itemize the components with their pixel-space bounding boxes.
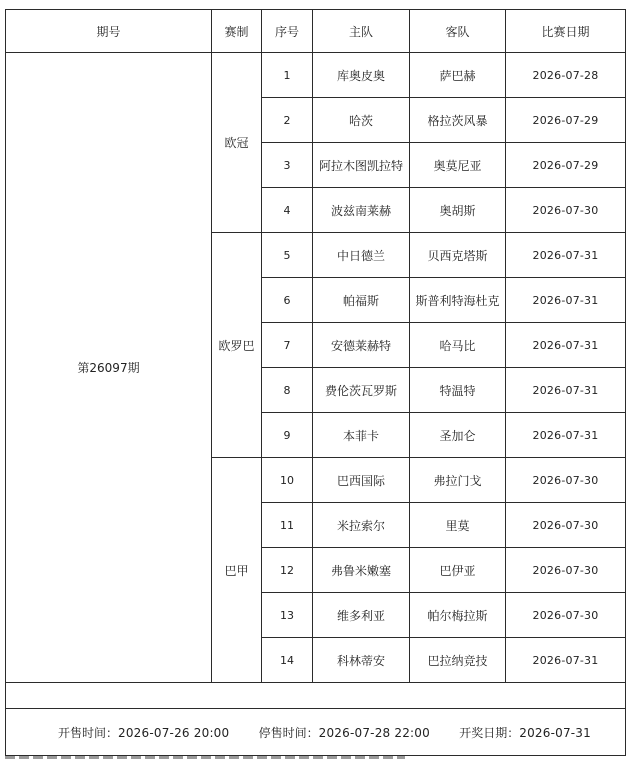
home-team-cell: 费伦茨瓦罗斯 (313, 368, 410, 413)
competition-cell: 巴甲 (212, 458, 262, 683)
seq-cell: 1 (262, 53, 313, 98)
home-team-cell: 哈茨 (313, 98, 410, 143)
header-type: 赛制 (212, 10, 262, 53)
seq-cell: 10 (262, 458, 313, 503)
header-date: 比赛日期 (506, 10, 626, 53)
seq-cell: 3 (262, 143, 313, 188)
header-period: 期号 (6, 10, 212, 53)
footer-row (6, 709, 626, 756)
match-date-cell: 2026-07-30 (506, 503, 626, 548)
seq-cell: 13 (262, 593, 313, 638)
match-date-cell: 2026-07-30 (506, 188, 626, 233)
home-team-cell: 科林蒂安 (313, 638, 410, 683)
draw-date-info (459, 724, 591, 741)
seq-cell: 12 (262, 548, 313, 593)
away-team-cell: 帕尔梅拉斯 (410, 593, 506, 638)
draw-date-label: 开奖日期： (459, 725, 520, 740)
seq-cell: 5 (262, 233, 313, 278)
away-team-cell: 哈马比 (410, 323, 506, 368)
home-team-cell: 波兹南莱赫 (313, 188, 410, 233)
away-team-cell: 特温特 (410, 368, 506, 413)
sale-open-value: 2026-07-26 20:00 (118, 725, 230, 740)
sale-close-info (259, 724, 430, 741)
footer-cell (6, 709, 626, 756)
sale-open-label: 开售时间： (58, 725, 119, 740)
seq-cell: 4 (262, 188, 313, 233)
seq-cell: 8 (262, 368, 313, 413)
seq-cell: 11 (262, 503, 313, 548)
sale-close-label: 停售时间： (258, 725, 319, 740)
match-date-cell: 2026-07-29 (506, 143, 626, 188)
away-team-cell: 奥胡斯 (410, 188, 506, 233)
home-team-cell: 维多利亚 (313, 593, 410, 638)
match-row (6, 53, 626, 98)
spacer-row (6, 683, 626, 709)
away-team-cell: 圣加仑 (410, 413, 506, 458)
home-team-cell: 安德莱赫特 (313, 323, 410, 368)
header-away: 客队 (410, 10, 506, 53)
away-team-cell: 巴拉纳竞技 (410, 638, 506, 683)
match-date-cell: 2026-07-30 (506, 458, 626, 503)
draw-date-value: 2026-07-31 (519, 725, 591, 740)
away-team-cell: 格拉茨风暴 (410, 98, 506, 143)
period-cell: 第26097期 (6, 53, 212, 683)
home-team-cell: 阿拉木图凯拉特 (313, 143, 410, 188)
match-date-cell: 2026-07-31 (506, 233, 626, 278)
match-date-cell: 2026-07-29 (506, 98, 626, 143)
header-seq: 序号 (262, 10, 313, 53)
seq-cell: 7 (262, 323, 313, 368)
match-date-cell: 2026-07-31 (506, 368, 626, 413)
home-team-cell: 本菲卡 (313, 413, 410, 458)
seq-cell: 2 (262, 98, 313, 143)
home-team-cell: 库奥皮奥 (313, 53, 410, 98)
header-home: 主队 (313, 10, 410, 53)
away-team-cell: 贝西克塔斯 (410, 233, 506, 278)
match-date-cell: 2026-07-31 (506, 323, 626, 368)
away-team-cell: 萨巴赫 (410, 53, 506, 98)
match-date-cell: 2026-07-30 (506, 548, 626, 593)
competition-cell: 欧罗巴 (212, 233, 262, 458)
away-team-cell: 里莫 (410, 503, 506, 548)
seq-cell: 6 (262, 278, 313, 323)
match-date-cell: 2026-07-28 (506, 53, 626, 98)
match-date-cell: 2026-07-31 (506, 638, 626, 683)
seq-cell: 14 (262, 638, 313, 683)
schedule-table (5, 9, 626, 756)
competition-cell: 欧冠 (212, 53, 262, 233)
match-date-cell: 2026-07-31 (506, 413, 626, 458)
seq-cell: 9 (262, 413, 313, 458)
away-team-cell: 奥莫尼亚 (410, 143, 506, 188)
away-team-cell: 巴伊亚 (410, 548, 506, 593)
home-team-cell: 巴西国际 (313, 458, 410, 503)
away-team-cell: 斯普利特海杜克 (410, 278, 506, 323)
away-team-cell: 弗拉门戈 (410, 458, 506, 503)
home-team-cell: 中日德兰 (313, 233, 410, 278)
match-date-cell: 2026-07-31 (506, 278, 626, 323)
spacer-cell (6, 683, 626, 709)
sale-open-info (58, 724, 229, 741)
home-team-cell: 米拉索尔 (313, 503, 410, 548)
sale-close-value: 2026-07-28 22:00 (318, 725, 430, 740)
header-row (6, 10, 626, 53)
home-team-cell: 弗鲁米嫩塞 (313, 548, 410, 593)
match-date-cell: 2026-07-30 (506, 593, 626, 638)
home-team-cell: 帕福斯 (313, 278, 410, 323)
